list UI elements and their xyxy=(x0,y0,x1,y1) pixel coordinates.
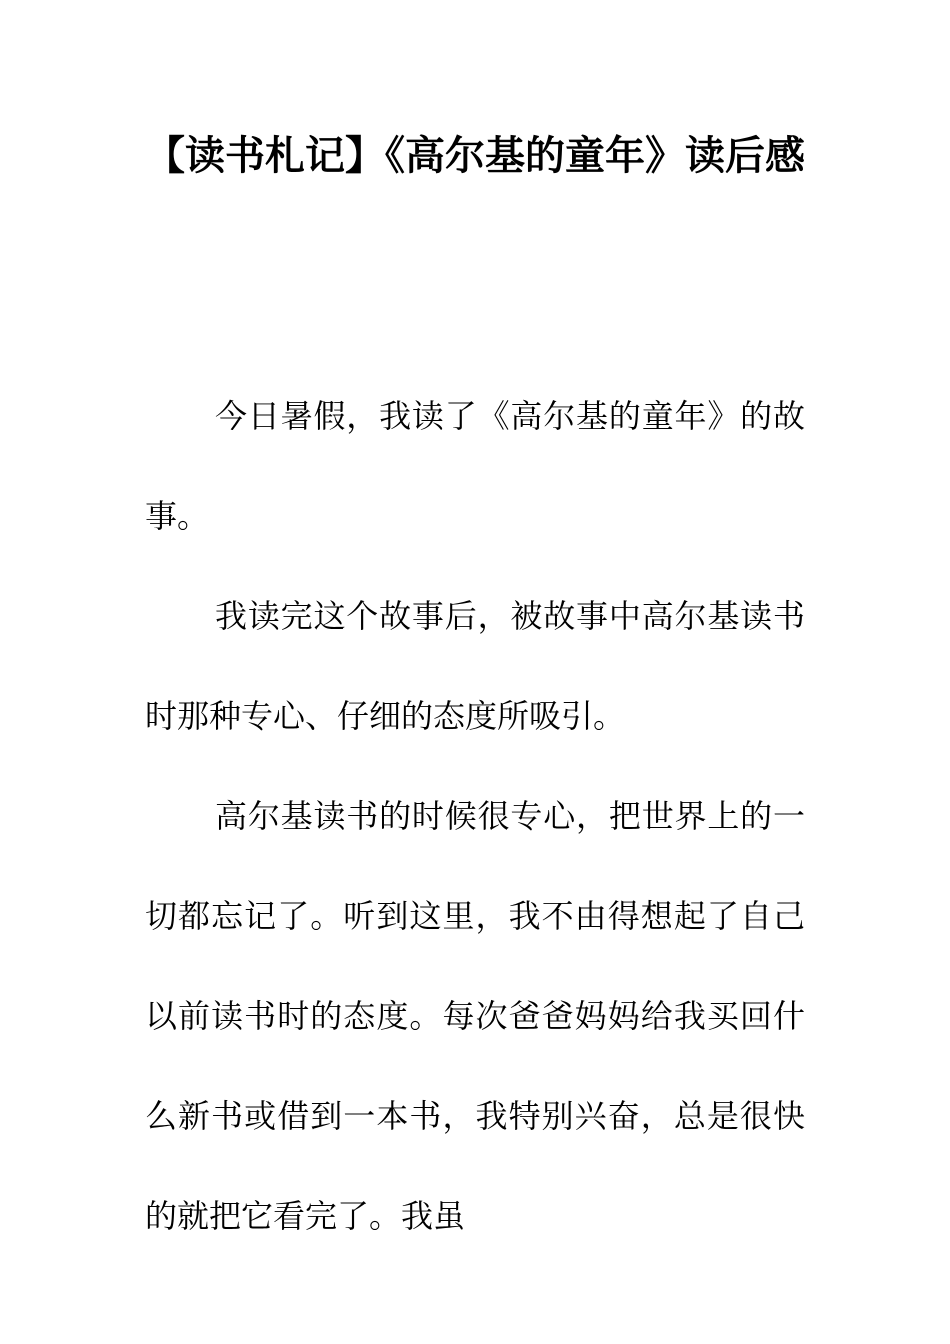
paragraph-1: 今日暑假，我读了《高尔基的童年》的故事。 xyxy=(145,397,805,535)
paragraph-3: 高尔基读书的时候很专心，把世界上的一切都忘记了。听到这里，我不由得想起了自己以前读书时的态度。每次爸爸妈妈给我买回什么新书或借到一本书，我特别兴奋，总是很快的就把它看完了。我虽 xyxy=(145,797,805,1235)
paragraph-2: 我读完这个故事后，被故事中高尔基读书时那种专心、仔细的态度所吸引。 xyxy=(145,597,805,735)
document-body xyxy=(145,366,805,1266)
document-title: 【读书札记】《高尔基的童年》读后感 xyxy=(145,132,805,179)
